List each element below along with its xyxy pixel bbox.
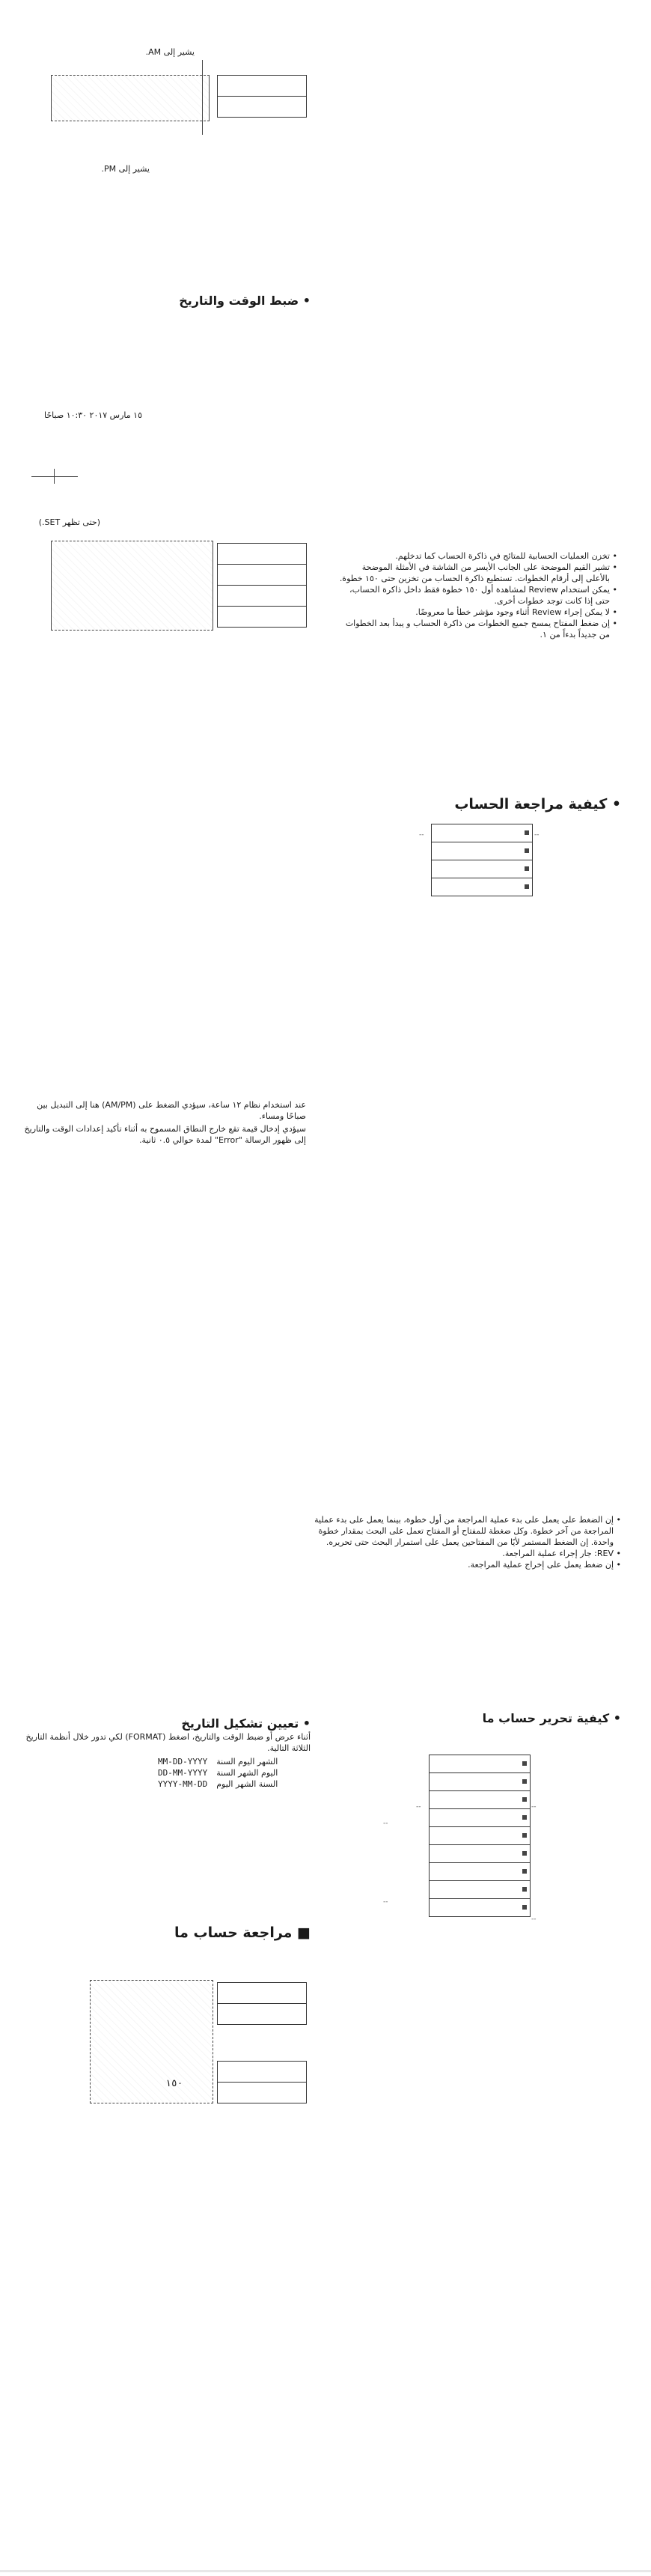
review-key-panel-bottom <box>217 2061 307 2103</box>
page-footer-bar <box>0 2570 651 2572</box>
indicator-line <box>202 60 203 135</box>
step-marker <box>525 884 529 889</box>
review-keys-notes <box>314 1514 621 1570</box>
review-note: • لا يمكن إجراء Review أثناء وجود مؤشر خطأ ما معروضًا. <box>337 607 617 618</box>
step-row <box>432 842 532 860</box>
step-row <box>430 1827 530 1845</box>
panel-cell <box>218 2004 306 2024</box>
step-tick: -- <box>383 1898 388 1906</box>
format-row <box>153 1767 282 1778</box>
step-marker <box>525 848 529 853</box>
divider-line <box>31 476 78 477</box>
format-label: اليوم الشهر السنة <box>216 1768 278 1778</box>
step-tick: -- <box>419 831 424 839</box>
step-row <box>430 1791 530 1809</box>
clock-key-panel <box>217 75 307 118</box>
format-value: DD-MM-YYYY <box>158 1768 208 1778</box>
time-date-example: ١٥ مارس ٢٠١٧ ١٠:٣٠ صباحًا <box>44 410 142 420</box>
format-row <box>153 1778 282 1790</box>
panel-cell <box>218 2062 306 2083</box>
edit-step-stack <box>429 1755 531 1917</box>
review-note: • تشير القيم الموضحة على الجانب الأيسر من الشاشة في الأمثلة الموضحة بالأعلى إلى أرقام الخطوات. تستطيع ذاكرة الحساب من تخزين حتى ١٥٠ خطوة. <box>337 562 617 584</box>
time-date-heading: • ضبط الوقت والتاريخ <box>179 294 311 308</box>
step-row <box>430 1881 530 1899</box>
panel-cell <box>218 586 306 607</box>
step-marker <box>522 1851 527 1856</box>
step-marker <box>522 1761 527 1766</box>
set-note: (حتى تظهر SET.) <box>38 517 100 527</box>
step-row <box>430 1773 530 1791</box>
step-row <box>430 1899 530 1916</box>
format-label: السنة الشهر اليوم <box>216 1779 278 1789</box>
step-row <box>432 860 532 878</box>
panel-cell <box>218 565 306 586</box>
lcd-display-clock <box>51 75 210 121</box>
step-marker <box>522 1779 527 1784</box>
step-marker <box>525 866 529 871</box>
review-note: • إن ضغط المفتاح يمسح جميع الخطوات من ذاكرة الحساب و يبدأ بعد الخطوات من جديداً بدءاً من ١. <box>337 618 617 640</box>
format-label: الشهر اليوم السنة <box>216 1757 278 1767</box>
review-key-note: • إن ضغط يعمل على إخراج عملية المراجعة. <box>314 1559 621 1570</box>
date-format-intro: أثناء عرض أو ضبط الوقت والتاريخ، اضغط (FORMAT) لكي تدور خلال أنظمة التاريخ الثلاثة التالية. <box>25 1732 311 1753</box>
step-marker <box>522 1887 527 1892</box>
ampm-note-1: عند استخدام نظام ١٢ ساعة، سيؤدي الضغط على (AM/PM) هنا إلى التبديل بين صباحًا ومساء. <box>37 1100 306 1121</box>
lcd-display-review <box>90 1980 213 2103</box>
step-marker <box>522 1905 527 1910</box>
lcd-step-count: ١٥٠ <box>165 2078 183 2089</box>
review-key-note: • REV: جار إجراء عملية المراجعة. <box>314 1548 621 1559</box>
step-row <box>432 824 532 842</box>
step-row <box>432 878 532 896</box>
am-label: يشير إلى AM. <box>145 47 195 57</box>
review-note: • تخزن العمليات الحسابية للمتائج في ذاكرة الحساب كما تدخلهم. <box>337 550 617 562</box>
panel-cell <box>218 1983 306 2004</box>
step-marker <box>522 1833 527 1838</box>
step-marker <box>525 830 529 835</box>
format-value: MM-DD-YYYY <box>158 1757 208 1767</box>
ampm-note-2: سيؤدي إدخال قيمة تقع خارج النطاق المسموح به أثناء تأكيد إعدادات الوقت والتاريخ إلى ظهور الرسالة "Error" لمدة حوالي ٠.٥ ثانية. <box>24 1124 306 1145</box>
step-row <box>430 1863 530 1881</box>
review-key-note: • إن الضغط على يعمل على بدء عملية المراجعة من أول خطوة، بينما يعمل على بدء عملية المراجعة من آخر خطوة. وكل ضغطة للمفتاح أو المفتاح تعمل على البحث بمقدار خطوة واحدة. إن الضغط المستمر لأيًا من المفتاحين يعمل على استمرار البحث حتى تحريره. <box>314 1514 621 1548</box>
panel-cell <box>218 97 306 117</box>
review-note: • يمكن استخدام Review لمشاهدة أول ١٥٠ خطوة فقط داخل ذاكرة الحساب، حتى إذا كانت توجد خطوات أخرى. <box>337 584 617 607</box>
lcd-display-set <box>51 541 213 631</box>
panel-cell <box>218 76 306 97</box>
step-tick: -- <box>416 1803 421 1811</box>
step-marker <box>522 1797 527 1802</box>
divider-tick <box>54 469 55 484</box>
step-marker <box>522 1869 527 1874</box>
panel-cell <box>218 607 306 627</box>
review-notes-list <box>337 550 617 640</box>
panel-cell <box>218 2083 306 2103</box>
review-heading: • كيفية مراجعة الحساب <box>454 796 621 812</box>
pm-label: يشير إلى PM. <box>101 164 150 174</box>
format-row <box>153 1756 282 1767</box>
review-calc-heading: ■ مراجعة حساب ما <box>174 1925 311 1941</box>
step-tick: -- <box>383 1820 388 1827</box>
step-tick: -- <box>531 1803 537 1811</box>
step-row <box>430 1809 530 1827</box>
review-key-panel-top <box>217 1982 307 2025</box>
date-format-heading: • تعيين تشكيل التاريخ <box>181 1716 311 1731</box>
step-tick: -- <box>534 831 540 839</box>
step-row <box>430 1755 530 1773</box>
format-value: YYYY-MM-DD <box>158 1779 208 1789</box>
set-key-panel <box>217 543 307 628</box>
review-step-stack <box>431 824 533 896</box>
panel-cell <box>218 544 306 565</box>
step-tick: -- <box>531 1916 537 1923</box>
step-row <box>430 1845 530 1863</box>
edit-heading: • كيفية تحرير حساب ما <box>482 1711 621 1725</box>
step-marker <box>522 1815 527 1820</box>
date-format-table <box>153 1756 282 1790</box>
